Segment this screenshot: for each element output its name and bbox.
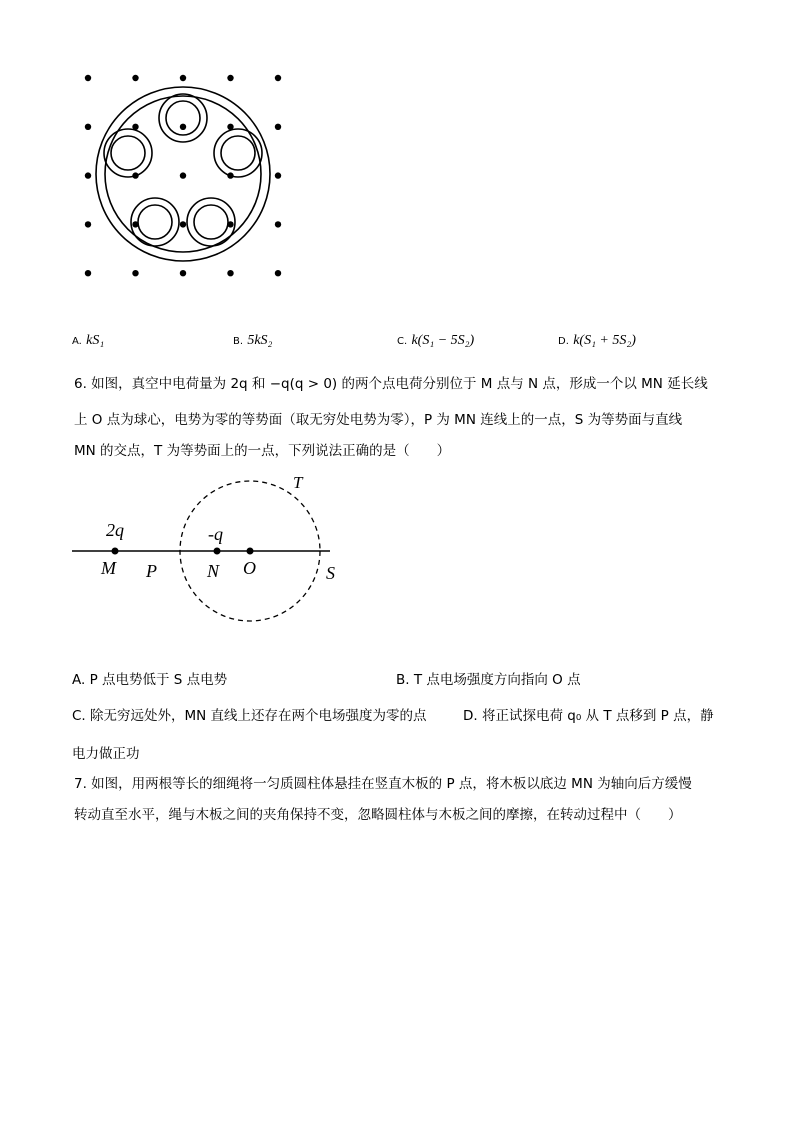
field-dot (180, 270, 186, 276)
field-dot (85, 221, 91, 227)
label-charge-n: -q (208, 524, 223, 544)
small-loop-left (104, 129, 152, 177)
point-o (247, 548, 254, 555)
field-dot (275, 124, 281, 130)
field-dot (132, 75, 138, 81)
q6-option-c[interactable]: C. 除无穷远处外，MN 直线上还存在两个电场强度为零的点 (72, 708, 427, 724)
q6-option-a[interactable]: A. P 点电势低于 S 点电势 (72, 672, 228, 688)
label-s: S (326, 563, 335, 583)
point-m (112, 548, 119, 555)
q6-option-b[interactable]: B. T 点电场强度方向指向 O 点 (396, 672, 581, 688)
q6-option-d-line1[interactable]: D. 将正试探电荷 q₀ 从 T 点移到 P 点，静 (463, 708, 714, 724)
small-loop-bottom-right (187, 198, 235, 246)
small-loop-right (214, 129, 262, 177)
label-n: N (207, 561, 220, 581)
field-dot (132, 270, 138, 276)
field-dot (180, 75, 186, 81)
q5-option-a[interactable]: A. kS₁ (72, 333, 105, 348)
small-loop-bottom-left (131, 198, 179, 246)
point-n (214, 548, 221, 555)
q5-option-c[interactable]: C. k(S₁ − 5S₂) (397, 333, 475, 348)
label-m: M (101, 558, 116, 578)
field-dot (85, 270, 91, 276)
q7-stem-line2: 转动直至水平，绳与木板之间的夹角保持不变，忽略圆柱体与木板之间的摩擦，在转动过程中（ ） (74, 807, 682, 823)
field-dot (85, 172, 91, 178)
field-dot (275, 172, 281, 178)
field-dot (180, 172, 186, 178)
field-dot (180, 221, 186, 227)
q6-stem-line2: 上 O 点为球心，电势为零的等势面（取无穷处电势为零），P 为 MN 连线上的一点，S 为等势面与直线 (74, 412, 683, 428)
q5-figure (60, 50, 310, 300)
q6-option-d-line2: 电力做正功 (72, 746, 140, 762)
label-p: P (146, 561, 157, 581)
field-dot (275, 75, 281, 81)
field-dot (275, 221, 281, 227)
label-charge-m: 2q (106, 520, 124, 540)
field-dot (85, 124, 91, 130)
q6-figure (60, 470, 360, 630)
field-dot (85, 75, 91, 81)
q7-stem-line1: 7. 如图，用两根等长的细绳将一匀质圆柱体悬挂在竖直木板的 P 点，将木板以底边 MN 为轴向后方缓慢 (74, 776, 692, 792)
field-dot (275, 270, 281, 276)
label-t: T (293, 473, 303, 492)
q6-stem-line1: 6. 如图，真空中电荷量为 2q 和 −q(q > 0) 的两个点电荷分别位于 M 点与 N 点，形成一个以 MN 延长线 (74, 376, 708, 392)
q5-option-b[interactable]: B. 5kS₂ (233, 333, 273, 348)
q6-stem-line3: MN 的交点，T 为等势面上的一点，下列说法正确的是（ ） (74, 443, 451, 459)
q5-option-d[interactable]: D. k(S₁ + 5S₂) (558, 333, 636, 348)
small-loop-top (159, 94, 207, 142)
field-dot (227, 270, 233, 276)
field-dot (227, 75, 233, 81)
label-o: O (243, 558, 256, 578)
field-dot (180, 124, 186, 130)
